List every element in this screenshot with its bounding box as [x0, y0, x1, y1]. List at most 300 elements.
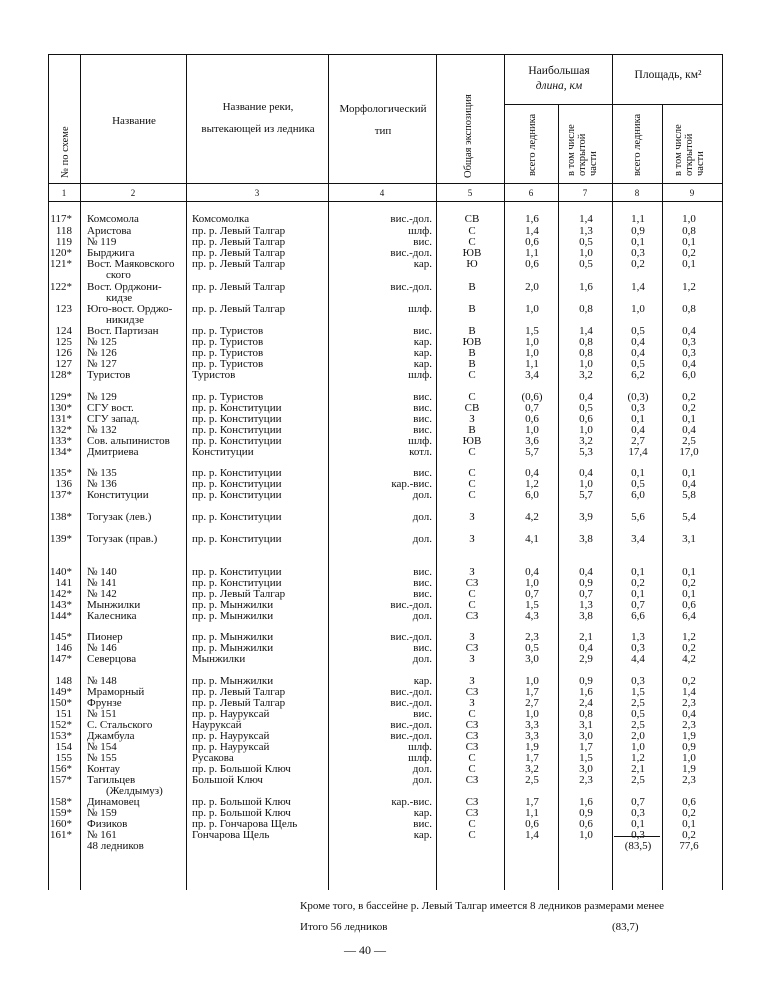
- cell-length-total: 1,0: [525, 708, 539, 720]
- cell-river: пр. р. Конституции: [192, 511, 282, 523]
- cell-area-total: 0,7: [631, 796, 645, 808]
- cell-area-open: 0,3: [682, 336, 696, 348]
- cell-area-total: 4,4: [631, 653, 645, 665]
- col-rule: [612, 54, 613, 890]
- cell-area-total: 1,5: [631, 686, 645, 698]
- header-river-line: вытекающей из ледника: [201, 123, 315, 135]
- cell-name: № 140: [87, 566, 117, 578]
- cell-morph: шлф.: [408, 741, 432, 753]
- cell-area-total: 0,3: [631, 642, 645, 654]
- cell-exposure: В: [468, 347, 476, 359]
- cell-length-open: 1,3: [579, 225, 593, 237]
- cell-length-total: 0,4: [525, 566, 539, 578]
- cell-area-open: 0,4: [682, 708, 696, 720]
- cell-length-open: 3,9: [579, 511, 593, 523]
- cell-length-open: 0,9: [579, 577, 593, 589]
- cell-morph: шлф.: [408, 225, 432, 237]
- cell-area-open: 0,9: [682, 741, 696, 753]
- cell-area-total: 2,7: [631, 435, 645, 447]
- cell-area-total: 0,1: [631, 566, 645, 578]
- cell-exposure: В: [468, 281, 476, 293]
- cell-river: пр. р. Конституции: [192, 413, 282, 425]
- cell-length-open: 3,8: [579, 533, 593, 545]
- cell-morph: кар.: [413, 347, 432, 359]
- cell-exposure: З: [469, 675, 475, 687]
- header-bottom-rule: [48, 183, 722, 184]
- cell-num: 144*: [50, 610, 72, 622]
- cell-area-open: 0,1: [682, 413, 696, 425]
- cell-river: пр. р. Туристов: [192, 325, 264, 337]
- cell-num: 160*: [50, 818, 72, 830]
- cell-name: Сов. альпинистов: [87, 435, 170, 447]
- cell-num: 137*: [50, 489, 72, 501]
- cell-area-open: 0,8: [682, 303, 696, 315]
- cell-river: пр. р. Левый Талгар: [192, 225, 286, 237]
- cell-exposure: С: [468, 236, 476, 248]
- cell-length-total: 3,2: [525, 763, 539, 775]
- cell-area-total: 0,2: [631, 577, 645, 589]
- cell-area-open: 77,6: [679, 840, 699, 852]
- col-rule: [662, 104, 663, 890]
- colnum-bottom-rule: [48, 201, 722, 202]
- cell-length-open: 1,7: [579, 741, 593, 753]
- cell-length-total: 0,7: [525, 588, 539, 600]
- cell-area-total: 6,6: [631, 610, 645, 622]
- cell-morph: вис.: [413, 402, 432, 414]
- cell-name: № 132: [87, 424, 117, 436]
- col-number: 2: [130, 188, 136, 198]
- cell-river: пр. р. Туристов: [192, 336, 264, 348]
- cell-morph: дол.: [412, 774, 432, 786]
- cell-name: № 119: [87, 236, 117, 248]
- cell-morph: кар.: [413, 807, 432, 819]
- cell-river: пр. р. Мынжилки: [192, 631, 274, 643]
- cell-area-open: 6,4: [682, 610, 696, 622]
- cell-area-open: 1,9: [682, 730, 696, 742]
- cell-river: пр. р. Левый Талгар: [192, 588, 286, 600]
- cell-morph: вис.-дол.: [390, 247, 432, 259]
- cell-num: 158*: [50, 796, 72, 808]
- cell-exposure: СВ: [464, 402, 480, 414]
- cell-morph: дол.: [412, 610, 432, 622]
- cell-name: Туристов: [87, 369, 131, 381]
- cell-river: пр. р. Мынжилки: [192, 642, 274, 654]
- cell-area-open: 0,2: [682, 247, 696, 259]
- cell-num: 119: [55, 236, 72, 248]
- cell-length-total: 4,3: [525, 610, 539, 622]
- cell-length-open: 3,1: [579, 719, 593, 731]
- cell-exposure: СЗ: [465, 686, 479, 698]
- cell-length-open: 3,2: [579, 369, 593, 381]
- cell-area-total: 0,9: [631, 225, 645, 237]
- cell-river: пр. р. Науруксай: [192, 741, 270, 753]
- cell-morph: вис.: [413, 424, 432, 436]
- cell-length-open: 0,9: [579, 675, 593, 687]
- cell-river: пр. р. Конституции: [192, 424, 282, 436]
- cell-num: 135*: [50, 467, 72, 479]
- header-length-open-line: открытой: [577, 133, 588, 176]
- cell-river: пр. р. Туристов: [192, 347, 264, 359]
- cell-num: 153*: [50, 730, 72, 742]
- cell-name: Мынжилки: [87, 599, 141, 611]
- cell-name: № 155: [87, 752, 117, 764]
- cell-num: 151: [55, 708, 72, 720]
- cell-morph: вис.: [413, 577, 432, 589]
- cell-area-total: 0,7: [631, 599, 645, 611]
- col-rule: [722, 54, 723, 890]
- cell-length-open: 1,4: [579, 325, 593, 337]
- cell-area-total: 0,1: [631, 818, 645, 830]
- col-number: 3: [254, 188, 260, 198]
- cell-length-open: 1,0: [579, 424, 593, 436]
- cell-area-open: 1,9: [682, 763, 696, 775]
- cell-num: 155: [55, 752, 72, 764]
- cell-name: № 142: [87, 588, 117, 600]
- cell-exposure: С: [468, 588, 476, 600]
- cell-exposure: СЗ: [465, 796, 479, 808]
- cell-exposure: С: [468, 599, 476, 611]
- cell-morph: вис.: [413, 467, 432, 479]
- cell-length-open: 1,6: [579, 796, 593, 808]
- cell-name: № 141: [87, 577, 117, 589]
- cell-name: Физиков: [87, 818, 128, 830]
- cell-morph: вис.-дол.: [390, 631, 432, 643]
- cell-area-total: 2,5: [631, 719, 645, 731]
- cell-num: 146: [55, 642, 72, 654]
- cell-river: пр. р. Левый Талгар: [192, 686, 286, 698]
- cell-area-total: 1,0: [631, 741, 645, 753]
- cell-area-open: 0,2: [682, 402, 696, 414]
- cell-exposure: В: [468, 303, 476, 315]
- cell-river: пр. р. Большой Ключ: [192, 763, 291, 775]
- cell-name: С. Стальского: [87, 719, 153, 731]
- cell-length-total: 1,1: [525, 247, 539, 259]
- cell-exposure: СЗ: [465, 730, 479, 742]
- cell-exposure: З: [469, 511, 475, 523]
- cell-area-open: 2,3: [682, 719, 696, 731]
- cell-exposure: Ю: [466, 258, 478, 270]
- cell-area-total: 0,4: [631, 347, 645, 359]
- cell-river: пр. р. Мынжилки: [192, 599, 274, 611]
- cell-river: пр. р. Левый Талгар: [192, 236, 286, 248]
- cell-length-open: 0,6: [579, 818, 593, 830]
- col-number: 8: [634, 188, 640, 198]
- cell-area-total: 0,3: [631, 247, 645, 259]
- cell-length-open: 1,0: [579, 829, 593, 841]
- cell-morph: дол.: [412, 653, 432, 665]
- cell-name: № 136: [87, 478, 117, 490]
- col-number: 5: [467, 188, 473, 198]
- cell-length-total: 1,0: [525, 336, 539, 348]
- header-area-total: всего ледника: [632, 113, 643, 176]
- cell-num: 130*: [50, 402, 72, 414]
- cell-name: Пионер: [87, 631, 123, 643]
- cell-length-open: 0,9: [579, 807, 593, 819]
- cell-river: пр. р. Науруксай: [192, 730, 270, 742]
- cell-num: 154: [55, 741, 72, 753]
- cell-length-total: 1,0: [525, 347, 539, 359]
- cell-length-total: 1,9: [525, 741, 539, 753]
- header-length-open: [566, 124, 599, 176]
- cell-river: Туристов: [192, 369, 236, 381]
- cell-morph: кар.: [413, 829, 432, 841]
- cell-river: Большой Ключ: [192, 774, 263, 786]
- cell-area-open: 0,4: [682, 358, 696, 370]
- col-number: 9: [689, 188, 695, 198]
- cell-name: Конституции: [87, 489, 149, 501]
- cell-length-open: 2,3: [579, 774, 593, 786]
- cell-area-open: 4,2: [682, 653, 696, 665]
- cell-num: 145*: [50, 631, 72, 643]
- cell-area-total: 0,3: [631, 402, 645, 414]
- cell-length-open: 0,6: [579, 413, 593, 425]
- cell-num: 128*: [50, 369, 72, 381]
- cell-name: Калесника: [87, 610, 137, 622]
- cell-length-open: 3,2: [579, 435, 593, 447]
- cell-name: № 125: [87, 336, 117, 348]
- cell-num: 149*: [50, 686, 72, 698]
- cell-river: Конституции: [192, 446, 254, 458]
- cell-area-open: 0,6: [682, 796, 696, 808]
- cell-area-total: 0,1: [631, 467, 645, 479]
- cell-morph: шлф.: [408, 369, 432, 381]
- cell-num: 118: [55, 225, 72, 237]
- cell-exposure: СЗ: [465, 807, 479, 819]
- footer-total-label: Итого 56 ледников: [300, 921, 388, 933]
- cell-area-open: 6,0: [682, 369, 696, 381]
- header-river: [188, 100, 328, 136]
- cell-name: № 126: [87, 347, 117, 359]
- cell-length-total: 6,0: [525, 489, 539, 501]
- cell-length-open: 1,0: [579, 478, 593, 490]
- cell-morph: вис.-дол.: [390, 686, 432, 698]
- cell-morph: кар.-вис.: [391, 796, 432, 808]
- cell-length-open: 1,5: [579, 752, 593, 764]
- cell-area-open: 2,3: [682, 697, 696, 709]
- cell-river: пр. р. Левый Талгар: [192, 303, 286, 315]
- cell-exposure: ЮВ: [462, 247, 482, 259]
- cell-area-open: 1,0: [682, 213, 696, 225]
- cell-length-total: 0,6: [525, 258, 539, 270]
- header-area-open: [673, 124, 706, 176]
- cell-length-open: 2,4: [579, 697, 593, 709]
- cell-area-open: 0,2: [682, 807, 696, 819]
- cell-exposure: З: [469, 413, 475, 425]
- cell-area-total: (83,5): [624, 840, 652, 852]
- cell-num: 150*: [50, 697, 72, 709]
- cell-exposure: СВ: [464, 213, 480, 225]
- col-rule: [328, 54, 329, 890]
- cell-name: Вост. Орджони-: [87, 281, 162, 293]
- cell-morph: вис.-дол.: [390, 719, 432, 731]
- cell-area-total: 0,1: [631, 413, 645, 425]
- cell-name: № 135: [87, 467, 117, 479]
- cell-area-open: 0,1: [682, 588, 696, 600]
- cell-name: Комсомола: [87, 213, 139, 225]
- cell-morph: вис.-дол.: [390, 213, 432, 225]
- cell-area-total: 5,6: [631, 511, 645, 523]
- cell-name-continued: никидзе: [106, 314, 144, 326]
- col-rule: [48, 54, 49, 890]
- cell-exposure: С: [468, 478, 476, 490]
- cell-length-total: 1,4: [525, 225, 539, 237]
- cell-num: 141: [55, 577, 72, 589]
- header-morph-line: тип: [374, 125, 392, 137]
- cell-length-open: 0,4: [579, 467, 593, 479]
- cell-area-total: 0,3: [631, 807, 645, 819]
- cell-morph: дол.: [412, 763, 432, 775]
- cell-name-continued: (Желдымуз): [106, 785, 163, 797]
- cell-morph: кар.: [413, 258, 432, 270]
- header-name: Название: [112, 115, 156, 127]
- cell-area-total: 0,1: [631, 236, 645, 248]
- cell-area-total: 6,0: [631, 489, 645, 501]
- cell-river: пр. р. Большой Ключ: [192, 796, 291, 808]
- cell-exposure: В: [468, 358, 476, 370]
- cell-area-open: 0,2: [682, 675, 696, 687]
- cell-name: Мраморный: [87, 686, 145, 698]
- header-area-open-line: в том числе: [673, 124, 684, 176]
- cell-morph: шлф.: [408, 303, 432, 315]
- cell-morph: вис.-дол.: [390, 281, 432, 293]
- cell-area-total: 1,2: [631, 752, 645, 764]
- cell-num: 140*: [50, 566, 72, 578]
- header-area-open-line: открытой: [684, 133, 695, 176]
- cell-length-total: 0,4: [525, 467, 539, 479]
- cell-exposure: СЗ: [465, 719, 479, 731]
- cell-morph: дол.: [412, 533, 432, 545]
- cell-num: 133*: [50, 435, 72, 447]
- cell-num: 138*: [50, 511, 72, 523]
- cell-length-total: 1,7: [525, 686, 539, 698]
- col-rule: [80, 54, 81, 890]
- cell-area-open: 0,2: [682, 391, 696, 403]
- header-length: [506, 64, 612, 93]
- cell-exposure: С: [468, 489, 476, 501]
- cell-name: № 129: [87, 391, 117, 403]
- cell-length-total: 3,4: [525, 369, 539, 381]
- cell-num: 132*: [50, 424, 72, 436]
- cell-length-open: 5,7: [579, 489, 593, 501]
- cell-num: 125: [55, 336, 72, 348]
- cell-morph: дол.: [412, 511, 432, 523]
- cell-num: 120*: [50, 247, 72, 259]
- cell-length-open: 0,5: [579, 402, 593, 414]
- cell-name: Тогузак (прав.): [87, 533, 158, 545]
- cell-morph: вис.: [413, 708, 432, 720]
- table-top-rule: [48, 54, 722, 55]
- cell-exposure: С: [468, 763, 476, 775]
- header-length-open-line: в том числе: [566, 124, 577, 176]
- cell-morph: дол.: [412, 489, 432, 501]
- header-area: Площадь, км²: [634, 69, 702, 81]
- cell-exposure: С: [468, 818, 476, 830]
- cell-name: № 151: [87, 708, 117, 720]
- cell-length-total: 0,7: [525, 402, 539, 414]
- cell-name: № 148: [87, 675, 117, 687]
- cell-num: 129*: [50, 391, 72, 403]
- col-number: 7: [582, 188, 588, 198]
- cell-length-total: 1,5: [525, 325, 539, 337]
- cell-length-total: 1,0: [525, 577, 539, 589]
- cell-area-total: 0,1: [631, 588, 645, 600]
- cell-exposure: СЗ: [465, 610, 479, 622]
- cell-name: Фрунзе: [87, 697, 122, 709]
- cell-river: пр. р. Левый Талгар: [192, 247, 286, 259]
- cell-river: пр. р. Конституции: [192, 467, 282, 479]
- col-number: 4: [379, 188, 385, 198]
- cell-area-total: 0,5: [631, 478, 645, 490]
- cell-num: 127: [55, 358, 72, 370]
- col-rule: [436, 54, 437, 890]
- cell-morph: кар.: [413, 336, 432, 348]
- cell-river: Науруксай: [192, 719, 242, 731]
- cell-num: 148: [55, 675, 72, 687]
- cell-name: СГУ вост.: [87, 402, 134, 414]
- cell-river: пр. р. Конституции: [192, 533, 282, 545]
- col-number: 6: [528, 188, 534, 198]
- cell-num: 143*: [50, 599, 72, 611]
- cell-area-open: 1,4: [682, 686, 696, 698]
- cell-area-open: 0,3: [682, 347, 696, 359]
- cell-area-total: 1,4: [631, 281, 645, 293]
- cell-exposure: З: [469, 631, 475, 643]
- cell-morph: вис.: [413, 236, 432, 248]
- cell-length-total: 0,6: [525, 236, 539, 248]
- cell-name: № 127: [87, 358, 117, 370]
- cell-area-total: 2,5: [631, 774, 645, 786]
- cell-name: № 154: [87, 741, 117, 753]
- col-rule: [558, 104, 559, 890]
- cell-river: пр. р. Левый Талгар: [192, 258, 286, 270]
- header-morph-line: Морфологический: [339, 103, 427, 115]
- cell-area-open: 0,4: [682, 325, 696, 337]
- cell-morph: кар.-вис.: [391, 478, 432, 490]
- cell-area-open: 1,2: [682, 281, 696, 293]
- cell-length-open: 0,5: [579, 258, 593, 270]
- cell-area-total: 0,4: [631, 336, 645, 348]
- cell-num: 142*: [50, 588, 72, 600]
- cell-length-open: 0,8: [579, 336, 593, 348]
- cell-length-open: 0,8: [579, 303, 593, 315]
- cell-river: пр. р. Левый Талгар: [192, 697, 286, 709]
- cell-length-open: 2,9: [579, 653, 593, 665]
- page-number: — 40 —: [344, 943, 386, 957]
- cell-area-total: 0,2: [631, 258, 645, 270]
- cell-area-total: 3,4: [631, 533, 645, 545]
- cell-river: пр. р. Конституции: [192, 435, 282, 447]
- cell-num: 121*: [50, 258, 72, 270]
- cell-num: 124: [55, 325, 72, 337]
- cell-river: пр. р. Туристов: [192, 358, 264, 370]
- cell-length-total: 1,7: [525, 796, 539, 808]
- cell-exposure: С: [468, 225, 476, 237]
- cell-length-total: 2,7: [525, 697, 539, 709]
- cell-area-open: 5,8: [682, 489, 696, 501]
- cell-length-open: 1,6: [579, 686, 593, 698]
- cell-area-total: 0,5: [631, 708, 645, 720]
- cell-river: пр. р. Науруксай: [192, 708, 270, 720]
- cell-name: 48 ледников: [87, 840, 144, 852]
- cell-area-open: 0,1: [682, 236, 696, 248]
- cell-length-total: 1,6: [525, 213, 539, 225]
- cell-name: СГУ запад.: [87, 413, 140, 425]
- cell-length-total: 1,2: [525, 478, 539, 490]
- cell-area-total: 0,3: [631, 829, 645, 841]
- cell-name: Динамовец: [87, 796, 140, 808]
- cell-area-open: 0,4: [682, 424, 696, 436]
- cell-area-total: 1,1: [631, 213, 645, 225]
